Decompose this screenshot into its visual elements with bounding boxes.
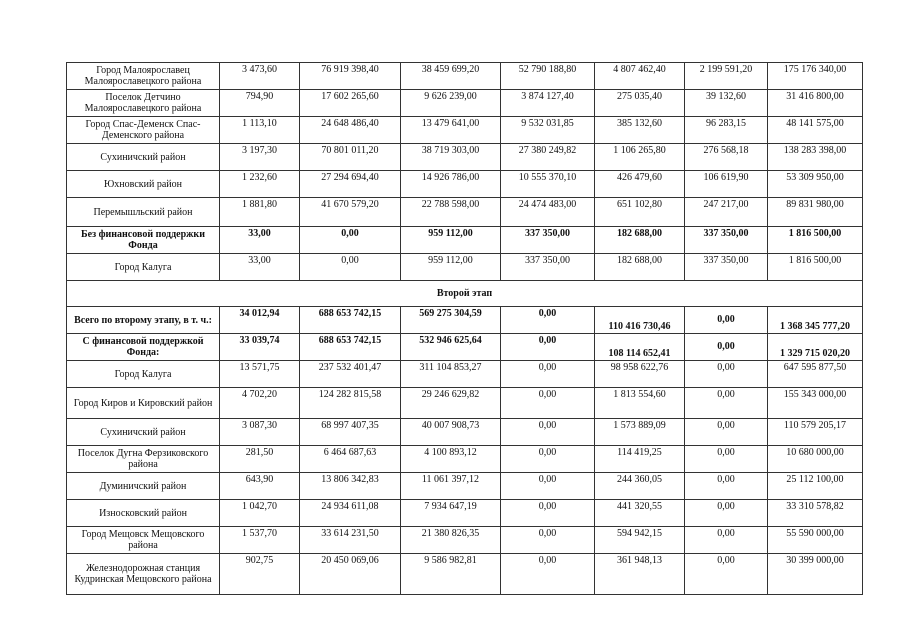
value-cell: 0,00 <box>501 473 595 500</box>
value-cell: 0,00 <box>685 473 768 500</box>
row-name-cell: Износковский район <box>67 500 220 527</box>
value-cell: 385 132,60 <box>595 117 685 144</box>
value-cell: 337 350,00 <box>501 254 595 281</box>
table-row <box>67 419 863 446</box>
value-cell: 0,00 <box>501 361 595 388</box>
value-cell: 52 790 188,80 <box>501 63 595 90</box>
value-cell: 98 958 622,76 <box>595 361 685 388</box>
value-cell: 3 874 127,40 <box>501 90 595 117</box>
value-cell: 0,00 <box>685 446 768 473</box>
row-name-cell: Город Спас-Деменск Спас-Деменского района <box>67 117 220 144</box>
table-row <box>67 90 863 117</box>
value-cell: 0,00 <box>501 446 595 473</box>
table-row <box>67 198 863 227</box>
value-cell: 33 614 231,50 <box>300 527 401 554</box>
value-cell: 281,50 <box>220 446 300 473</box>
value-cell: 24 474 483,00 <box>501 198 595 227</box>
table-row <box>67 63 863 90</box>
value-cell: 33,00 <box>220 254 300 281</box>
row-name-cell: Город Киров и Кировский район <box>67 388 220 419</box>
value-cell: 13 806 342,83 <box>300 473 401 500</box>
value-cell: 31 416 800,00 <box>768 90 863 117</box>
value-cell: 96 283,15 <box>685 117 768 144</box>
value-cell: 68 997 407,35 <box>300 419 401 446</box>
value-cell: 9 532 031,85 <box>501 117 595 144</box>
value-cell: 2 199 591,20 <box>685 63 768 90</box>
value-cell: 1 042,70 <box>220 500 300 527</box>
value-cell: 175 176 340,00 <box>768 63 863 90</box>
value-cell: 902,75 <box>220 554 300 595</box>
value-cell: 3 197,30 <box>220 144 300 171</box>
value-cell: 1 106 265,80 <box>595 144 685 171</box>
value-cell: 426 479,60 <box>595 171 685 198</box>
value-cell: 89 831 980,00 <box>768 198 863 227</box>
value-cell: 70 801 011,20 <box>300 144 401 171</box>
value-cell: 441 320,55 <box>595 500 685 527</box>
value-cell: 182 688,00 <box>595 227 685 254</box>
value-cell: 33 310 578,82 <box>768 500 863 527</box>
value-cell: 25 112 100,00 <box>768 473 863 500</box>
value-cell: 38 719 303,00 <box>401 144 501 171</box>
value-cell: 244 360,05 <box>595 473 685 500</box>
value-cell: 21 380 826,35 <box>401 527 501 554</box>
value-cell: 647 595 877,50 <box>768 361 863 388</box>
value-cell: 24 934 611,08 <box>300 500 401 527</box>
value-cell: 76 919 398,40 <box>300 63 401 90</box>
value-cell: 41 670 579,20 <box>300 198 401 227</box>
table-row <box>67 388 863 419</box>
value-cell: 1 113,10 <box>220 117 300 144</box>
table-row <box>67 446 863 473</box>
stage-title: Второй этап <box>67 281 863 307</box>
value-cell: 138 283 398,00 <box>768 144 863 171</box>
value-cell: 110 579 205,17 <box>768 419 863 446</box>
table-row <box>67 334 863 361</box>
value-cell: 11 061 397,12 <box>401 473 501 500</box>
value-cell: 0,00 <box>685 527 768 554</box>
value-cell: 27 380 249,82 <box>501 144 595 171</box>
value-cell: 30 399 000,00 <box>768 554 863 595</box>
value-cell: 4 100 893,12 <box>401 446 501 473</box>
value-cell: 4 702,20 <box>220 388 300 419</box>
value-cell: 276 568,18 <box>685 144 768 171</box>
table-row <box>67 117 863 144</box>
value-cell: 124 282 815,58 <box>300 388 401 419</box>
value-cell: 337 350,00 <box>685 254 768 281</box>
row-name-cell: Юхновский район <box>67 171 220 198</box>
value-cell: 688 653 742,15 <box>300 307 401 334</box>
value-cell: 0,00 <box>300 227 401 254</box>
budget-table-page <box>66 62 862 595</box>
value-cell: 22 788 598,00 <box>401 198 501 227</box>
value-cell: 0,00 <box>300 254 401 281</box>
table-row <box>67 171 863 198</box>
value-cell: 1 816 500,00 <box>768 254 863 281</box>
row-name-cell: Город Мещовск Мещовского района <box>67 527 220 554</box>
value-cell: 106 619,90 <box>685 171 768 198</box>
value-cell: 1 329 715 020,20 <box>768 334 863 361</box>
value-cell: 7 934 647,19 <box>401 500 501 527</box>
value-cell: 1 368 345 777,20 <box>768 307 863 334</box>
value-cell: 114 419,25 <box>595 446 685 473</box>
table-row <box>67 144 863 171</box>
row-name-cell: Перемышльский район <box>67 198 220 227</box>
table-row <box>67 361 863 388</box>
value-cell: 237 532 401,47 <box>300 361 401 388</box>
value-cell: 1 881,80 <box>220 198 300 227</box>
value-cell: 0,00 <box>685 554 768 595</box>
value-cell: 3 087,30 <box>220 419 300 446</box>
value-cell: 53 309 950,00 <box>768 171 863 198</box>
value-cell: 1 573 889,09 <box>595 419 685 446</box>
value-cell: 0,00 <box>685 500 768 527</box>
value-cell: 10 555 370,10 <box>501 171 595 198</box>
value-cell: 33 039,74 <box>220 334 300 361</box>
row-name-cell: Без финансовой поддержки Фонда <box>67 227 220 254</box>
value-cell: 33,00 <box>220 227 300 254</box>
value-cell: 110 416 730,46 <box>595 307 685 334</box>
value-cell: 1 537,70 <box>220 527 300 554</box>
table-row <box>67 527 863 554</box>
row-name-cell: Поселок Детчино Малоярославецкого района <box>67 90 220 117</box>
value-cell: 38 459 699,20 <box>401 63 501 90</box>
value-cell: 594 942,15 <box>595 527 685 554</box>
value-cell: 17 602 265,60 <box>300 90 401 117</box>
value-cell: 20 450 069,06 <box>300 554 401 595</box>
value-cell: 794,90 <box>220 90 300 117</box>
value-cell: 247 217,00 <box>685 198 768 227</box>
row-name-cell: С финансовой поддержкой Фонда: <box>67 334 220 361</box>
value-cell: 275 035,40 <box>595 90 685 117</box>
value-cell: 337 350,00 <box>501 227 595 254</box>
row-name-cell: Сухиничский район <box>67 144 220 171</box>
value-cell: 6 464 687,63 <box>300 446 401 473</box>
value-cell: 29 246 629,82 <box>401 388 501 419</box>
table-row <box>67 554 863 595</box>
value-cell: 959 112,00 <box>401 227 501 254</box>
table-body <box>67 63 863 595</box>
row-name-cell: Город Калуга <box>67 361 220 388</box>
value-cell: 39 132,60 <box>685 90 768 117</box>
value-cell: 9 626 239,00 <box>401 90 501 117</box>
value-cell: 4 807 462,40 <box>595 63 685 90</box>
value-cell: 1 232,60 <box>220 171 300 198</box>
value-cell: 40 007 908,73 <box>401 419 501 446</box>
value-cell: 24 648 486,40 <box>300 117 401 144</box>
value-cell: 311 104 853,27 <box>401 361 501 388</box>
value-cell: 0,00 <box>685 307 768 334</box>
table-row <box>67 254 863 281</box>
value-cell: 337 350,00 <box>685 227 768 254</box>
value-cell: 0,00 <box>501 334 595 361</box>
value-cell: 9 586 982,81 <box>401 554 501 595</box>
row-name-cell: Город Малоярославец Малоярославецкого района <box>67 63 220 90</box>
value-cell: 651 102,80 <box>595 198 685 227</box>
value-cell: 0,00 <box>685 419 768 446</box>
value-cell: 13 479 641,00 <box>401 117 501 144</box>
value-cell: 34 012,94 <box>220 307 300 334</box>
stage-header-row <box>67 281 863 307</box>
value-cell: 10 680 000,00 <box>768 446 863 473</box>
value-cell: 643,90 <box>220 473 300 500</box>
row-name-cell: Всего по второму этапу, в т. ч.: <box>67 307 220 334</box>
value-cell: 959 112,00 <box>401 254 501 281</box>
row-name-cell: Город Калуга <box>67 254 220 281</box>
value-cell: 1 813 554,60 <box>595 388 685 419</box>
value-cell: 14 926 786,00 <box>401 171 501 198</box>
value-cell: 0,00 <box>685 388 768 419</box>
value-cell: 55 590 000,00 <box>768 527 863 554</box>
table-row <box>67 227 863 254</box>
row-name-cell: Сухиничский район <box>67 419 220 446</box>
value-cell: 48 141 575,00 <box>768 117 863 144</box>
value-cell: 0,00 <box>685 361 768 388</box>
table-row <box>67 473 863 500</box>
value-cell: 0,00 <box>685 334 768 361</box>
value-cell: 0,00 <box>501 307 595 334</box>
value-cell: 108 114 652,41 <box>595 334 685 361</box>
value-cell: 0,00 <box>501 527 595 554</box>
value-cell: 27 294 694,40 <box>300 171 401 198</box>
value-cell: 155 343 000,00 <box>768 388 863 419</box>
value-cell: 361 948,13 <box>595 554 685 595</box>
value-cell: 1 816 500,00 <box>768 227 863 254</box>
value-cell: 3 473,60 <box>220 63 300 90</box>
value-cell: 532 946 625,64 <box>401 334 501 361</box>
value-cell: 0,00 <box>501 388 595 419</box>
value-cell: 688 653 742,15 <box>300 334 401 361</box>
value-cell: 0,00 <box>501 500 595 527</box>
value-cell: 182 688,00 <box>595 254 685 281</box>
table-row <box>67 500 863 527</box>
value-cell: 569 275 304,59 <box>401 307 501 334</box>
row-name-cell: Думиничский район <box>67 473 220 500</box>
budget-table <box>66 62 863 595</box>
row-name-cell: Поселок Дугна Ферзиковского района <box>67 446 220 473</box>
table-row <box>67 307 863 334</box>
row-name-cell: Железнодорожная станция Кудринская Мещовского района <box>67 554 220 595</box>
value-cell: 0,00 <box>501 419 595 446</box>
value-cell: 13 571,75 <box>220 361 300 388</box>
value-cell: 0,00 <box>501 554 595 595</box>
